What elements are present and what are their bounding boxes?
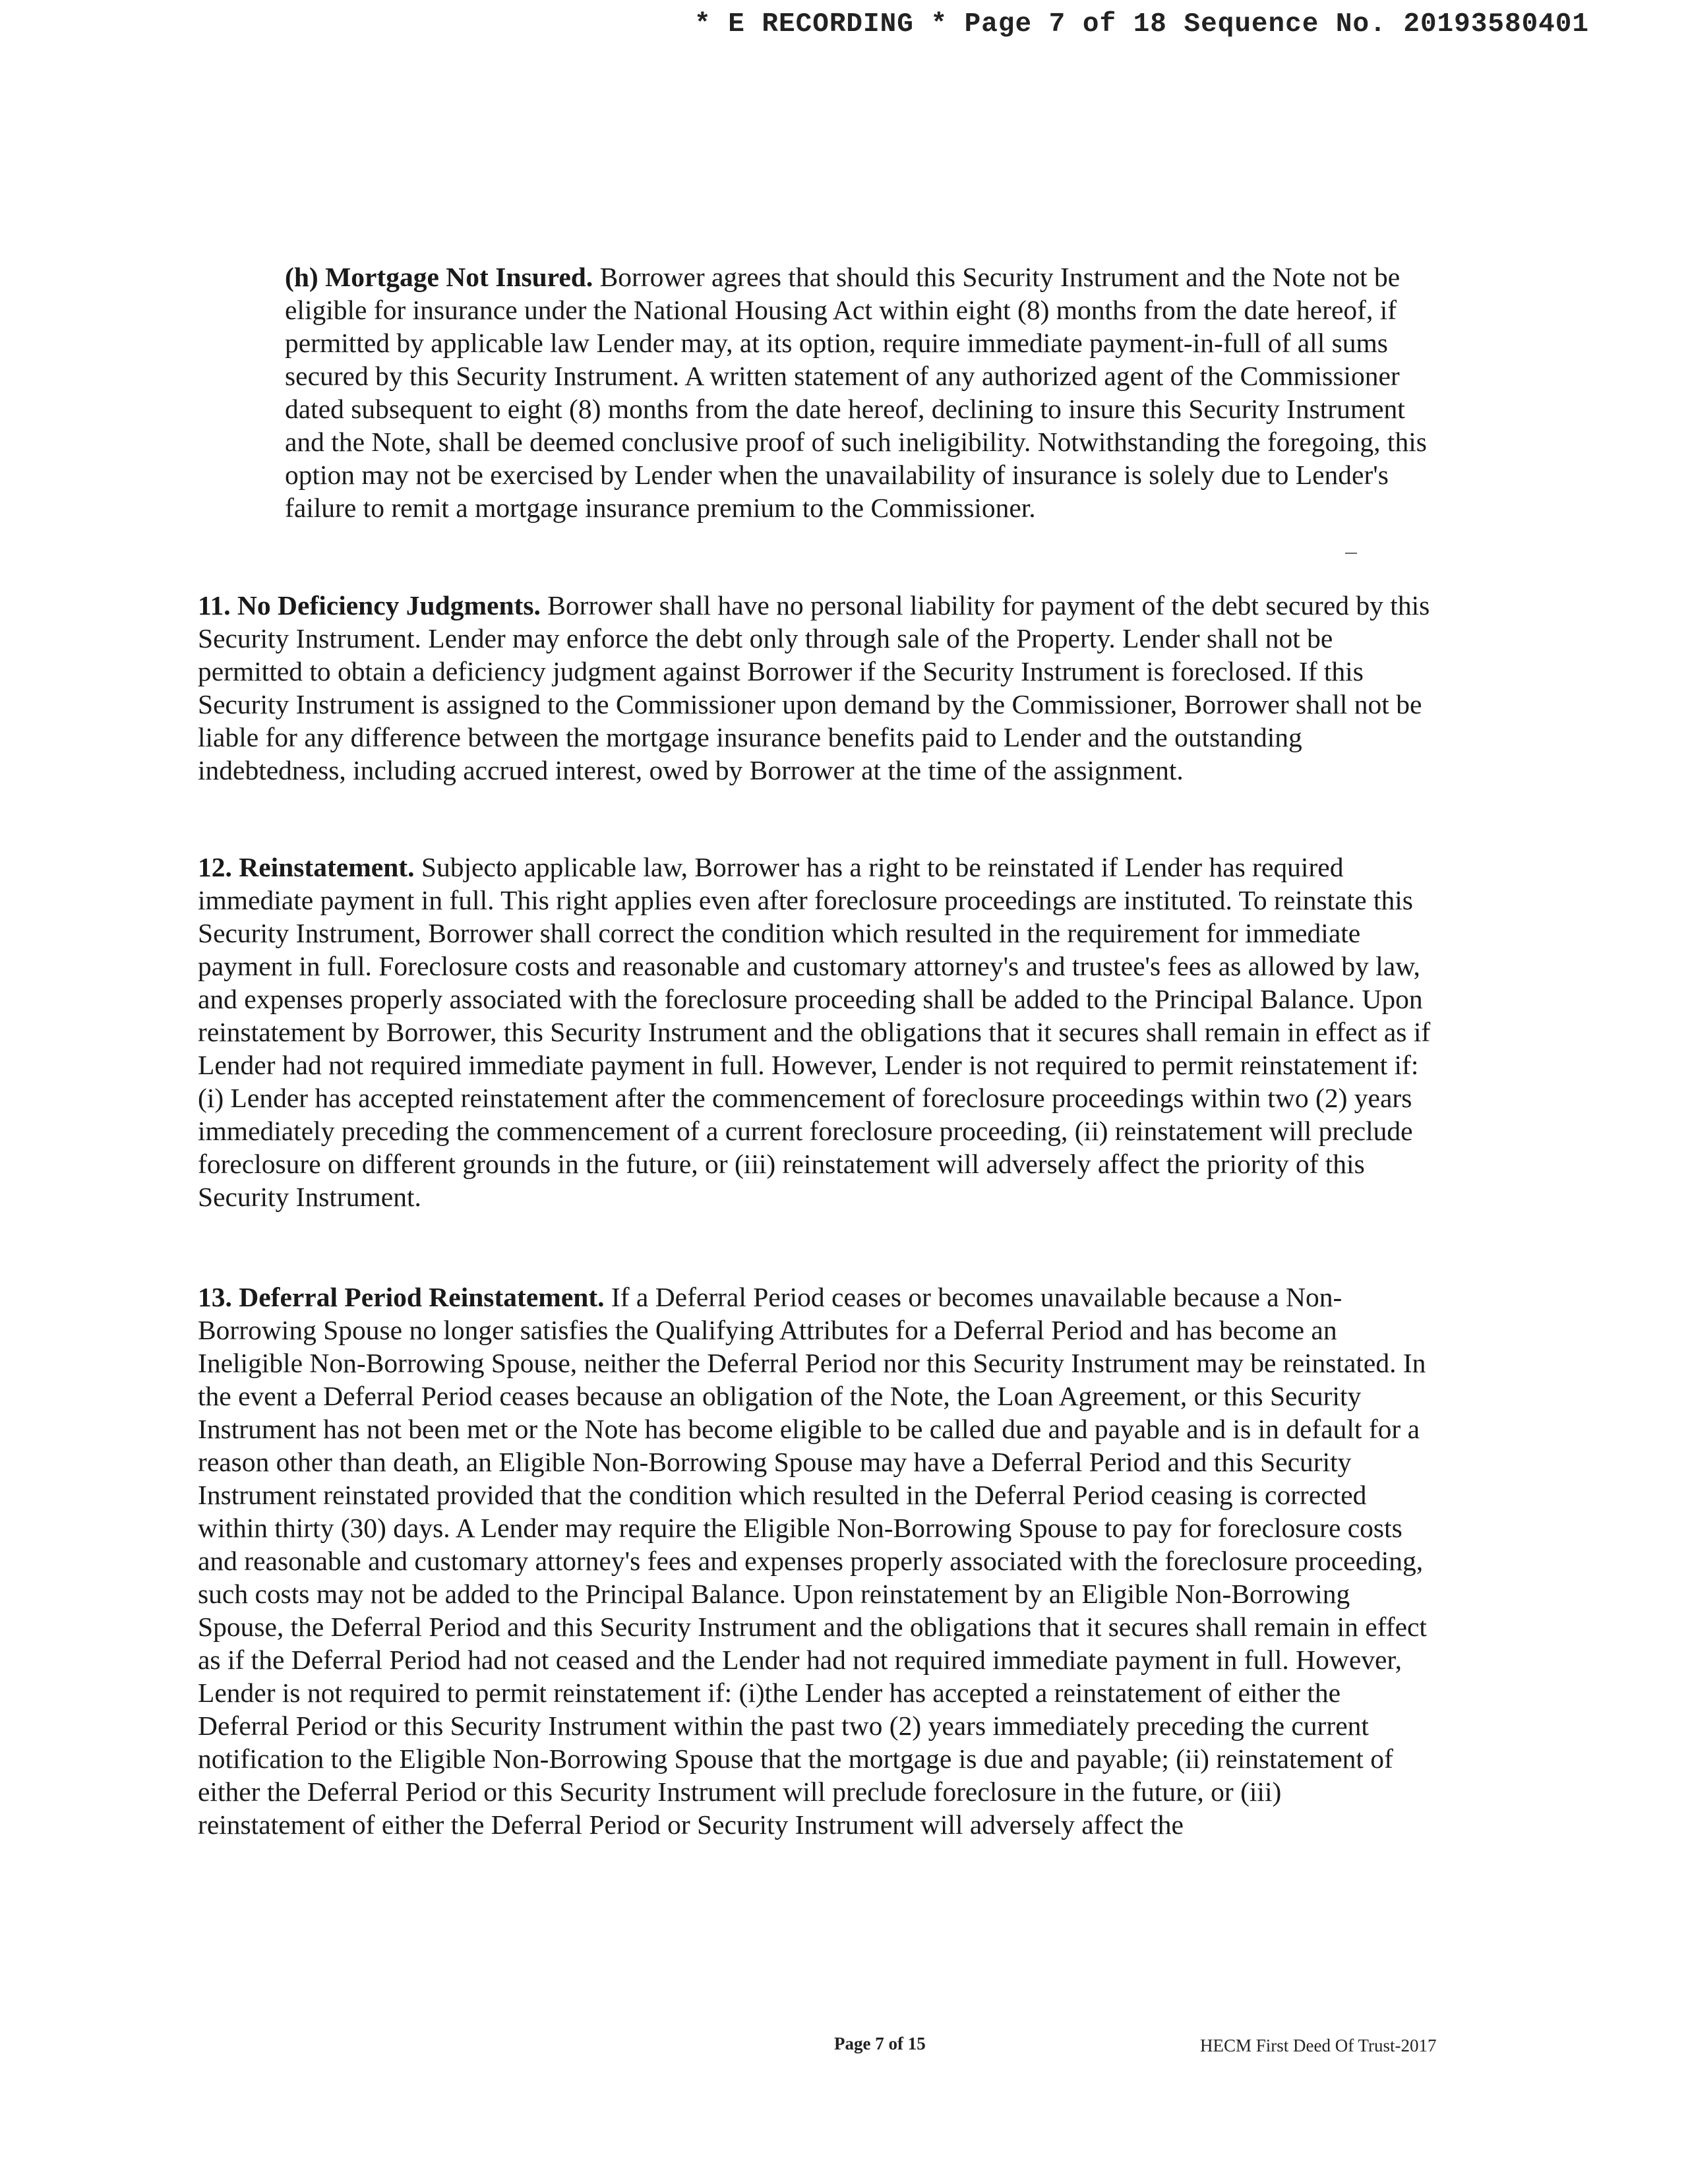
section-body: If a Deferral Period ceases or becomes unavailable because a Non-Borrowing Spouse no longer satisfies the Qualifying Attributes for a Deferral Period and has become an Ineligible Non-Borrowing Spouse, neither the Deferral Period nor this Security Instrument may be reinstated. In the event a Deferral Period ceases because an obligation of the Note, the Loan Agreement, or this Security Instrument has not been met or the Note has become eligible to be called due and payable and is in default for a reason other than death, an Eligible Non-Borrowing Spouse may have a Deferral Period and this Security Instrument reinstated provided that the condition which resulted in the Deferral Period ceasing is corrected within thirty (30) days. A Lender may require the Eligible Non-Borrowing Spouse to pay for foreclosure costs and reasonable and customary attorney's fees and expenses properly associated with the foreclosure proceeding, such costs may not be added to the Principal Balance. Upon reinstatement by an Eligible Non-Borrowing Spouse, the Deferral Period and this Security Instrument and the obligations that it secures shall remain in effect as if the Deferral Period had not ceased and the Lender had not required immediate payment in full. However, Lender is not required to permit reinstatement if: (i)the Lender has accepted a reinstatement of either the Deferral Period or this Security Instrument within the past two (2) years immediately preceding the current notification to the Eligible Non-Borrowing Spouse that the mortgage is due and payable; (ii) reinstatement of either the Deferral Period or this Security Instrument will preclude foreclosure in the future, or (iii) reinstatement of either the Deferral Period or Security Instrument will adversely affect the — [198, 1282, 1427, 1840]
section-heading: 11. No Deficiency Judgments. — [198, 590, 548, 621]
section-heading: (h) Mortgage Not Insured. — [285, 262, 600, 292]
section-no-deficiency-judgments — [198, 589, 1431, 787]
section-heading: 12. Reinstatement. — [198, 852, 421, 882]
recording-header: * E RECORDING * Page 7 of 18 Sequence No. 20193580401 — [694, 9, 1589, 40]
stray-mark — [1345, 553, 1357, 554]
section-heading: 13. Deferral Period Reinstatement. — [198, 1282, 611, 1312]
footer-form-name: HECM First Deed Of Trust-2017 — [1200, 2036, 1437, 2055]
section-deferral-period-reinstatement — [198, 1281, 1431, 1841]
section-reinstatement — [198, 851, 1431, 1213]
footer-page-number: Page 7 of 15 — [834, 2034, 926, 2053]
section-body: Subjecto applicable law, Borrower has a right to be reinstated if Lender has required immediate payment in full. This right applies even after foreclosure proceedings are instituted. To reinstate this Security Instrument, Borrower shall correct the condition which resulted in the requirement for immediate payment in full. Foreclosure costs and reasonable and customary attorney's and trustee's fees as allowed by law, and expenses properly associated with the foreclosure proceeding shall be added to the Principal Balance. Upon reinstatement by Borrower, this Security Instrument and the obligations that it secures shall remain in effect as if Lender had not required immediate payment in full. However, Lender is not required to permit reinstatement if: (i) Lender has accepted reinstatement after the commencement of foreclosure proceedings within two (2) years immediately preceding the commencement of a current foreclosure proceeding, (ii) reinstatement will preclude foreclosure on different grounds in the future, or (iii) reinstatement will adversely affect the priority of this Security Instrument. — [198, 852, 1431, 1212]
section-body: Borrower shall have no personal liability for payment of the debt secured by this Security Instrument. Lender may enforce the debt only through sale of the Property. Lender shall not be permitted to obtain a deficiency judgment against Borrower if the Security Instrument is foreclosed. If this Security Instrument is assigned to the Commissioner upon demand by the Commissioner, Borrower shall not be liable for any difference between the mortgage insurance benefits paid to Lender and the outstanding indebtedness, including accrued interest, owed by Borrower at the time of the assignment. — [198, 590, 1430, 785]
section-body: Borrower agrees that should this Security Instrument and the Note not be eligible for insurance under the National Housing Act within eight (8) months from the date hereof, if permitted by applicable law Lender may, at its option, require immediate payment-in-full of all sums secured by this Security Instrument. A written statement of any authorized agent of the Commissioner dated subsequent to eight (8) months from the date hereof, declining to insure this Security Instrument and the Note, shall be deemed conclusive proof of such ineligibility. Notwithstanding the foregoing, this option may not be exercised by Lender when the unavailability of insurance is solely due to Lender's failure to remit a mortgage insurance premium to the Commissioner. — [285, 262, 1427, 523]
section-mortgage-not-insured — [285, 260, 1439, 524]
